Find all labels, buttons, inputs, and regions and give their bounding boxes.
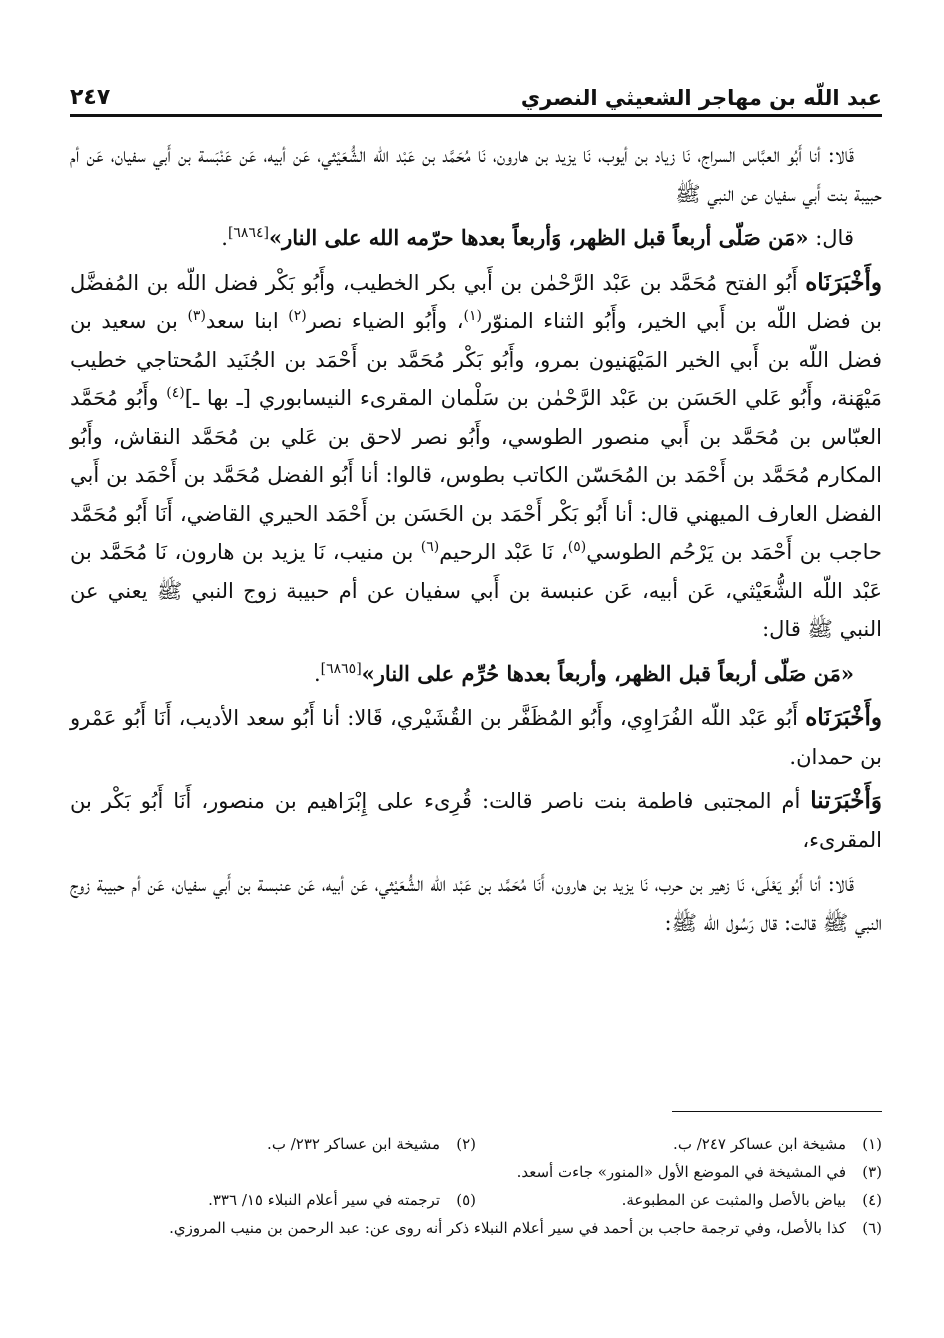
footnote-number: (٤) [862,1191,882,1209]
footnote-number: (٥) [456,1191,476,1209]
footnote-ref: (١) [463,308,482,324]
footnote-row [70,1130,882,1158]
paragraph-1: قَالا: أنا أَبُو العبَّاس السراج، نَا زياد بن أيوب، نَا يزيد بن هارون، نَا مُحَمَّد بن عَبْد اللّه الشُّعَيْثي، عَن أبيه، عَن عَنْبَسة بن أَبي سفيان، عَن أم حبيبة بنت أَبي سفيان عن النبي ﷺ [70,143,882,206]
footnote-ref: (٤) [166,385,185,401]
page-header [70,70,882,110]
footnote-ref: (٦) [420,539,440,555]
hadith-number: [٦٨٦٤] [227,225,269,241]
footnote [476,1186,882,1214]
text-segment: . [313,661,321,686]
footnote-number: (٣) [862,1163,882,1181]
hadith-quote: «مَن صَلّى أربعاً قبل الظهر، وأربعاً بعدها حُرِّم على النار» [361,660,854,686]
paragraph-2 [70,219,882,258]
footnote [70,1214,882,1242]
hadith-number: [٦٨٦٥] [320,660,362,677]
footnote-number: (٦) [862,1219,882,1237]
footnote-rule [672,1111,882,1112]
footnotes [70,1130,882,1242]
text-segment: أَبُو الفتح مُحَمَّد بن عَبْد الرَّحْمٰن بن أَبي بكر الخطيب، وأَبُو بَكْر فضل اللّه بن المُفضَّل بن فضل اللّه بن أَبي الخير، وأَبُو الثناء المنوّر [70,270,882,333]
footnote-text: مشيخة ابن عساكر ٢٤٧/ ب. [673,1135,846,1153]
text-segment: وأَبُو مُحَمَّد العبّاس بن مُحَمَّد بن أَبي منصور الطوسي، وأَبُو نصر لاحق بن عَلي بن مُحَمَّد النقاش، وأَبُو المكارم مُحَمَّد بن أَحْمَد بن المُحَسّن الكاتب بطوس، قالوا: أنا أَبُو الفضل مُحَمَّد بن أَحْمَد بن أَبي الفضل العارف الميهني قال: أنا أَبُو بَكْر أَحْمَد بن الحَسَن بن أَحْمَد الحيري القاضي، أَنَا أَبُو مُحَمَّد حاجب بن أَحْمَد بن يَرْحُم الطوسي [70,386,882,564]
page-number: ٢٤٧ [70,85,111,110]
footnote-text: كذا بالأصل، وفي ترجمة حاجب بن أحمد في سير أعلام النبلاء ذكر أنه روى عن: عبد الرحمن بن منيب المروزي. [169,1219,846,1237]
paragraph-3 [70,264,882,649]
footnote [70,1130,476,1158]
header-rule [70,114,882,117]
text-segment: أم المجتبى فاطمة بنت ناصر قالت: قُرِىء على إِبْرَاهيم بن منصور، أَنَا أَبُو بَكْر بن المقرىء، [70,789,882,852]
paragraph-6 [70,782,882,859]
footnote [70,1158,882,1186]
main-text [70,136,882,948]
paragraph-5 [70,699,882,776]
text-segment: بن سعيد بن فضل اللّه بن أَبي الخير المَيْهَنيون بمرو، وأَبُو بَكْر مُحَمَّد بن أَحْمَد بن الجُنَيد المُحتاجي خطيب مَيْهَنة، وأَبُو عَلي الحَسَن بن عَبْد الرَّحْمٰن بن سَلْمان المقرىء النيسابوري [ـ بها ـ] [70,309,882,410]
chain-lead-word: وأَخْبَرَنَاه [805,704,882,731]
footnote-number: (١) [862,1135,882,1153]
footnote-text: مشيخة ابن عساكر ٢٣٢/ ب. [267,1135,440,1153]
text-segment: ابنا سعد [205,309,289,333]
text-segment: . [221,226,228,250]
footnote-row [70,1186,882,1214]
footnote [70,1186,476,1214]
text-segment: ، وأَبُو الضياء نصر [306,309,464,333]
footnote-text: ترجمته في سير أعلام النبلاء ١٥/ ٣٣٦. [208,1191,440,1209]
footnote [476,1130,882,1158]
chain-lead-word: وَأَخْبَرَتنا [810,787,882,814]
paragraph-4 [70,655,882,694]
running-title: عبد اللّه بن مهاجر الشعيثي النصري [520,86,882,110]
footnote-number: (٢) [456,1135,476,1153]
text-segment: بن منيب، نَا يزيد بن هارون، نَا مُحَمَّد بن عَبْد اللّه الشُّعَيْثي، عَن أبيه، عَن عنبسة بن أَبي سفيان عن أم حبيبة زوج النبي ﷺ يعني عن النبي ﷺ قال: [70,540,882,641]
footnote-text: في المشيخة في الموضع الأول «المنور» جاءت أسعد. [516,1163,846,1181]
footnote-ref: (٢) [288,308,307,324]
footnote-ref: (٣) [187,308,206,324]
text-segment: قال: [808,226,854,250]
chain-lead-word: وأَخْبَرَنَاه [805,268,882,296]
hadith-quote: «مَن صَلّى أربعاً قبل الظهر، وَأربعاً بعدها حرّمه الله على النار» [268,225,809,250]
footnote-ref: (٥) [567,539,587,555]
text-segment: ، نَا عَبْد الرحيم [439,540,568,564]
footnote-text: بياض بالأصل والمثبت عن المطبوعة. [621,1191,846,1209]
paragraph-7: قَالا: أنا أَبُو يَعْلَى، نَا زهير بن حرب، نَا يزيد بن هارون، أَنَا مُحَمَّد بن عَبْد اللّه الشُّعَيْثي، عَن أبيه، عَن عنبسة بن أَبي سفيان، عَن أم حبيبة زوج النبي ﷺ قالت: قال رَسُول اللّه ﷺ: [70,872,882,935]
text-segment: أَبُو عَبْد اللّه الفُرَاوِي، وأَبُو المُظَفَّر بن القُشَيْري، قَالا: أنا أَبُو سعد الأديب، أَنَا أَبُو عَمْرو بن حمدان. [70,706,882,769]
